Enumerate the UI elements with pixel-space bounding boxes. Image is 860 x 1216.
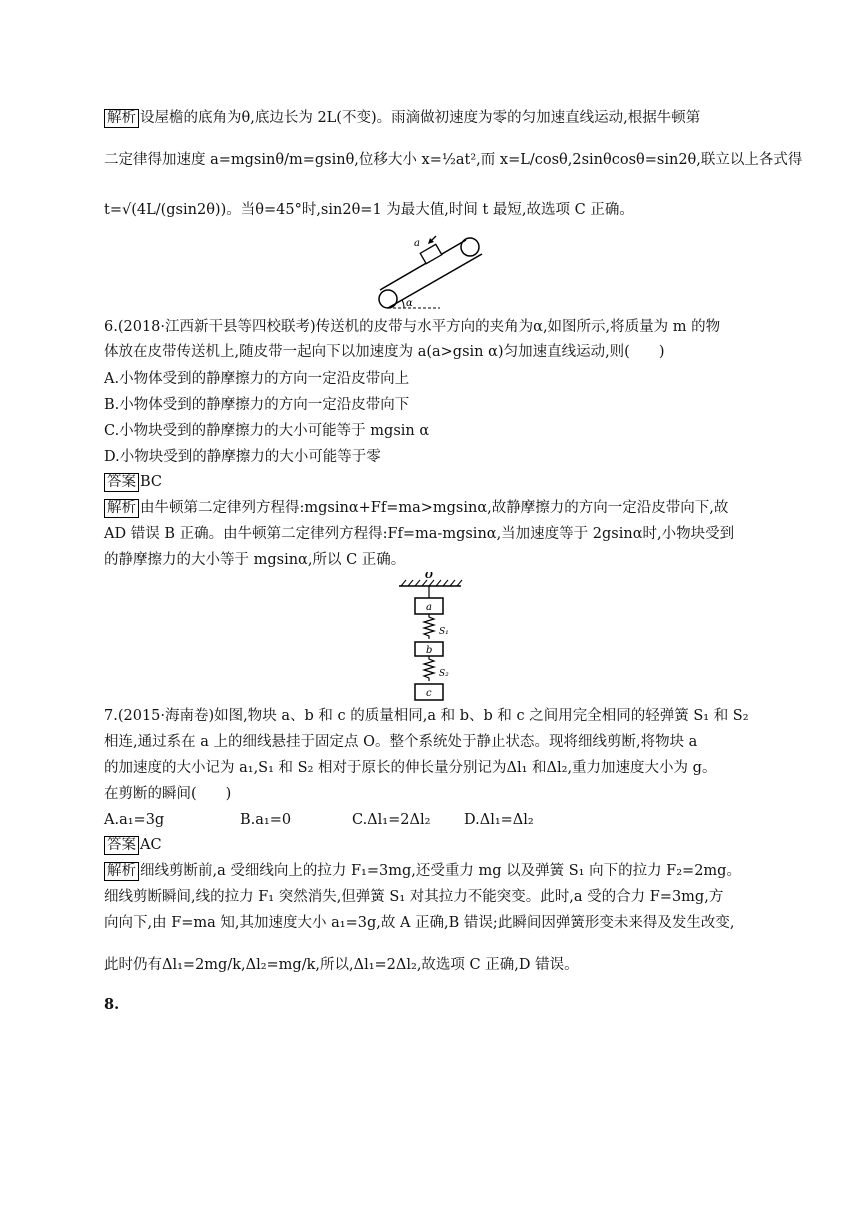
q7-stem-line3: 的加速度的大小记为 a₁,S₁ 和 S₂ 相对于原长的伸长量分别记为Δl₁ 和Δl₂,重力加速度大小为 g。 xyxy=(104,760,717,776)
q7-stem-line4: 在剪断的瞬间( ) xyxy=(104,786,232,802)
q7-stem-line1: 7.(2015·海南卷)如图,物块 a、b 和 c 的质量相同,a 和 b、b 和 c 之间用完全相同的轻弹簧 S₁ 和 S₂ xyxy=(104,708,749,724)
q7-option-a: A.a₁=3g xyxy=(104,812,165,828)
analysis-text: 由牛顿第二定律列方程得:mgsinα+Ff=ma>mgsinα,故静摩擦力的方向一定沿皮带向下,故 xyxy=(140,500,729,516)
q5-analysis-line2: 二定律得加速度 a=mgsinθ/m=gsinθ,位移大小 x=½at²,而 x=L/cosθ,2sinθcosθ=sin2θ,联立以上各式得 xyxy=(104,152,803,168)
fig2-label-O: O xyxy=(425,572,433,581)
q6-analysis-line3: 的静摩擦力的大小等于 mgsinα,所以 C 正确。 xyxy=(104,552,406,568)
fig1-label-a: a xyxy=(414,238,420,249)
fig2-label-S2: S₂ xyxy=(439,669,449,679)
fig2-label-b: b xyxy=(426,645,433,656)
conveyor-belt-figure xyxy=(370,234,490,314)
q8-number: 8. xyxy=(104,996,120,1013)
q6-stem-line1: 6.(2018·江西新干县等四校联考)传送机的皮带与水平方向的夹角为α,如图所示,将质量为 m 的物 xyxy=(104,319,721,335)
analysis-tag: 解析 xyxy=(104,862,139,881)
q6-answer xyxy=(104,472,162,492)
q7-analysis-line3: 向向下,由 F=ma 知,其加速度大小 a₁=3g,故 A 正确,B 错误;此瞬间因弹簧形变未来得及发生改变, xyxy=(104,915,735,931)
fig2-label-c: c xyxy=(426,688,432,699)
analysis-tag: 解析 xyxy=(104,499,139,518)
analysis-text: 细线剪断前,a 受细线向上的拉力 F₁=3mg,还受重力 mg 以及弹簧 S₁ 向下的拉力 F₂=2mg。 xyxy=(140,863,741,879)
q6-option-d: D.小物块受到的静摩擦力的大小可能等于零 xyxy=(104,449,381,465)
q6-stem-line2: 体放在皮带传送机上,随皮带一起向下以加速度为 a(a>gsin α)匀加速直线运动,则( ) xyxy=(104,344,665,360)
fig2-label-a: a xyxy=(426,602,432,613)
q7-stem-line2: 相连,通过系在 a 上的细线悬挂于固定点 O。整个系统处于静止状态。现将细线剪断,将物块 a xyxy=(104,734,698,750)
q7-analysis-line2: 细线剪断瞬间,线的拉力 F₁ 突然消失,但弹簧 S₁ 对其拉力不能突变。此时,a 受的合力 F=3mg,方 xyxy=(104,889,724,905)
q7-option-c: C.Δl₁=2Δl₂ xyxy=(352,812,431,828)
fig1-label-alpha: α xyxy=(406,298,413,309)
spring-blocks-figure xyxy=(395,572,465,704)
q6-option-a: A.小物体受到的静摩擦力的方向一定沿皮带向上 xyxy=(104,371,410,387)
answer-value: BC xyxy=(140,474,163,490)
q6-analysis-line2: AD 错误 B 正确。由牛顿第二定律列方程得:Ff=ma-mgsinα,当加速度等于 2gsinα时,小物块受到 xyxy=(104,526,735,542)
q7-option-b: B.a₁=0 xyxy=(240,812,292,828)
q5-analysis-line3: t=√(4L/(gsin2θ))。当θ=45°时,sin2θ=1 为最大值,时间 t 最短,故选项 C 正确。 xyxy=(104,202,634,218)
q6-option-b: B.小物体受到的静摩擦力的方向一定沿皮带向下 xyxy=(104,397,410,413)
analysis-text: 设屋檐的底角为θ,底边长为 2L(不变)。雨滴做初速度为零的匀加速直线运动,根据牛顿第 xyxy=(140,110,701,126)
fig2-label-S1: S₁ xyxy=(439,627,449,637)
q6-option-c: C.小物块受到的静摩擦力的大小可能等于 mgsin α xyxy=(104,423,430,439)
q7-analysis-line1 xyxy=(104,861,741,881)
answer-tag: 答案 xyxy=(104,473,139,492)
q7-answer xyxy=(104,835,162,855)
answer-value: AC xyxy=(140,837,162,853)
analysis-tag: 解析 xyxy=(104,109,139,128)
q5-analysis-line1 xyxy=(104,108,700,128)
q7-option-d: D.Δl₁=Δl₂ xyxy=(464,812,534,828)
q6-analysis-line1 xyxy=(104,498,728,518)
answer-tag: 答案 xyxy=(104,836,139,855)
q7-analysis-line4: 此时仍有Δl₁=2mg/k,Δl₂=mg/k,所以,Δl₁=2Δl₂,故选项 C 正确,D 错误。 xyxy=(104,957,579,973)
